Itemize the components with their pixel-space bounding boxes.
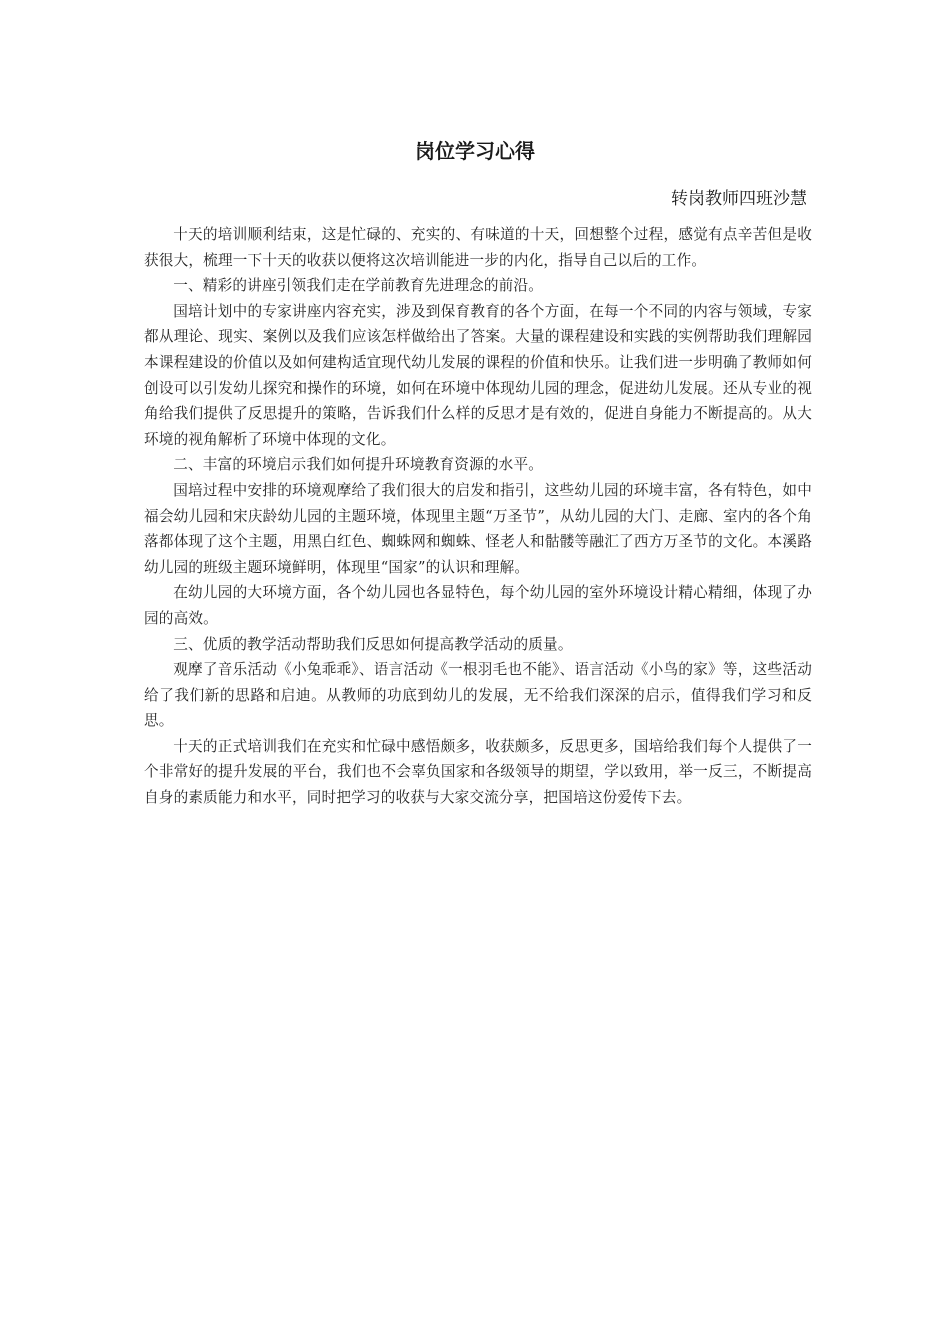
paragraph-environment: 国培过程中安排的环境观摩给了我们很大的启发和指引，这些幼儿园的环境丰富，各有特色，如中福会幼儿园和宋庆龄幼儿园的主题环境，体现里主题“万圣节”，从幼儿园的大门、走廊、室内的各个角落都体现了这个主题，用黑白红色、蜘蛛网和蜘蛛、怪老人和骷髅等融汇了西方万圣节的文化。本溪路幼儿园的班级主题环境鲜明，体现里“国家”的认识和理解。 — [144, 481, 812, 576]
paragraph-intro: 十天的培训顺利结束，这是忙碌的、充实的、有味道的十天，回想整个过程，感觉有点辛苦但是收获很大，梳理一下十天的收获以便将这次培训能进一步的内化，指导自己以后的工作。 — [144, 226, 812, 269]
section-heading-teaching: 三、优质的教学活动帮助我们反思如何提高教学活动的质量。 — [173, 635, 573, 653]
author-line: 转岗教师四班沙慧 — [671, 189, 807, 209]
document-title: 岗位学习心得 — [415, 139, 535, 163]
section-heading-environment: 二、丰富的环境启示我们如何提升环境教育资源的水平。 — [173, 456, 544, 474]
document-body — [144, 222, 812, 811]
section-heading-lectures: 一、精彩的讲座引领我们走在学前教育先进理念的前沿。 — [173, 277, 544, 295]
paragraph-conclusion: 十天的正式培训我们在充实和忙碌中感悟颇多，收获颇多，反思更多，国培给我们每个人提供了一个非常好的提升发展的平台，我们也不会辜负国家和各级领导的期望，学以致用，举一反三，不断提高自身的素质能力和水平，同时把学习的收获与大家交流分享，把国培这份爱传下去。 — [144, 737, 812, 807]
paragraph-outdoor-environment: 在幼儿园的大环境方面，各个幼儿园也各显特色，每个幼儿园的室外环境设计精心精细，体现了办园的高效。 — [144, 584, 812, 627]
paragraph-teaching: 观摩了音乐活动《小兔乖乖》、语言活动《一根羽毛也不能》、语言活动《小鸟的家》等，这些活动给了我们新的思路和启迪。从教师的功底到幼儿的发展，无不给我们深深的启示，值得我们学习和反思。 — [144, 661, 812, 730]
paragraph-lectures: 国培计划中的专家讲座内容充实，涉及到保育教育的各个方面，在每一个不同的内容与领域，专家都从理论、现实、案例以及我们应该怎样做给出了答案。大量的课程建设和实践的实例帮助我们理解园本课程建设的价值以及如何建构适宜现代幼儿发展的课程的价值和快乐。让我们进一步明确了教师如何创设可以引发幼儿探究和操作的环境，如何在环境中体现幼儿园的理念，促进幼儿发展。还从专业的视角给我们提供了反思提升的策略，告诉我们什么样的反思才是有效的，促进自身能力不断提高的。从大环境的视角解析了环境中体现的文化。 — [144, 302, 812, 448]
